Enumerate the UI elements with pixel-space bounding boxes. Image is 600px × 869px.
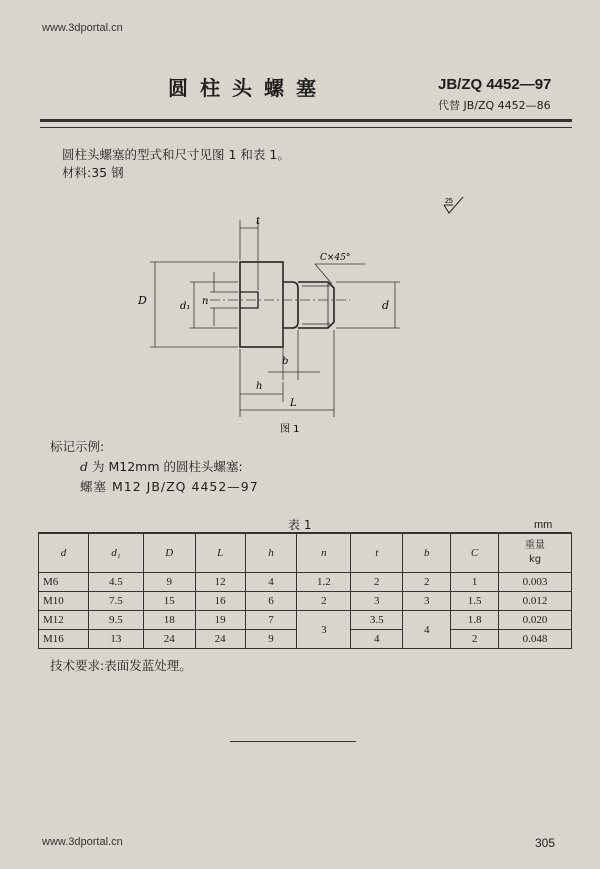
cell: 1: [451, 573, 499, 592]
cell: 9: [143, 573, 195, 592]
cell: 0.020: [499, 611, 572, 630]
table-row: [39, 573, 572, 592]
header-cell: L: [195, 533, 245, 573]
cell: 2: [351, 573, 403, 592]
cell: 4.5: [88, 573, 143, 592]
table-row: [39, 611, 572, 630]
dim-d: [336, 282, 400, 328]
cell: 4: [351, 630, 403, 649]
header-rule: [40, 119, 572, 122]
example-line-1-text: 为 M12mm 的圆柱头螺塞:: [88, 459, 243, 474]
figure-caption: 图 1: [280, 424, 300, 435]
header-cell: h: [245, 533, 297, 573]
example-heading: 标记示例:: [50, 439, 105, 454]
plug-drawing: [130, 212, 420, 437]
table-header-row: [39, 533, 572, 573]
end-rule: [230, 741, 356, 742]
cell: 12: [195, 573, 245, 592]
cell: 13: [88, 630, 143, 649]
cell: 9.5: [88, 611, 143, 630]
label-d1: d₁: [180, 301, 191, 312]
label-h: h: [256, 381, 263, 392]
cell: 16: [195, 592, 245, 611]
label-b: b: [282, 356, 289, 367]
header-cell: t: [351, 533, 403, 573]
standard-number: JB/ZQ 4452—97: [438, 76, 552, 93]
header-cell: D: [143, 533, 195, 573]
document-title: 圆柱头螺塞: [168, 76, 328, 100]
header-cell: d₁: [88, 533, 143, 573]
cell: 6: [245, 592, 297, 611]
cell: 4: [245, 573, 297, 592]
cell: M6: [39, 573, 89, 592]
cell: 19: [195, 611, 245, 630]
dim-b: [268, 330, 320, 380]
cell: M10: [39, 592, 89, 611]
label-L: L: [290, 398, 297, 409]
label-D: D: [138, 294, 147, 307]
cell-merged: 4: [403, 611, 451, 649]
cell: 0.048: [499, 630, 572, 649]
dim-L: [240, 330, 334, 417]
header-cell: n: [297, 533, 351, 573]
header-rule-thin: [40, 127, 572, 128]
example-line-1: [80, 457, 243, 475]
cell: 15: [143, 592, 195, 611]
header-cell: b: [403, 533, 451, 573]
page-number: 305: [535, 836, 556, 850]
intro-text: [62, 146, 290, 182]
cell: 7.5: [88, 592, 143, 611]
intro-line-1: 圆柱头螺塞的型式和尺寸见图 1 和表 1。: [62, 147, 290, 162]
cell: 9: [245, 630, 297, 649]
cell: 18: [143, 611, 195, 630]
cell: 1.8: [451, 611, 499, 630]
header-cell: C: [451, 533, 499, 573]
example-var: d: [80, 459, 89, 474]
label-chamfer: C×45°: [320, 253, 351, 263]
header-cell: d: [39, 533, 89, 573]
table-unit: mm: [534, 519, 553, 531]
intro-line-2: 材料:35 钢: [62, 165, 124, 180]
cell: M12: [39, 611, 89, 630]
technical-requirements: 技术要求:表面发蓝处理。: [50, 658, 192, 673]
roughness-value: 25: [445, 198, 453, 205]
chamfer-leader: [315, 264, 365, 284]
cell: 2: [403, 573, 451, 592]
cell: 3: [351, 592, 403, 611]
site-url-bottom[interactable]: www.3dportal.cn: [42, 836, 123, 848]
site-url-top[interactable]: www.3dportal.cn: [42, 22, 123, 34]
table-title: 表 1: [288, 518, 312, 532]
table-row: [39, 592, 572, 611]
cell: 24: [143, 630, 195, 649]
cell: 24: [195, 630, 245, 649]
cell: 0.003: [499, 573, 572, 592]
weight-label: 重量: [525, 540, 546, 551]
cell: M16: [39, 630, 89, 649]
cell: 3: [403, 592, 451, 611]
cell: 0.012: [499, 592, 572, 611]
example-line-2: 螺塞 M12 JB/ZQ 4452—97: [80, 479, 259, 494]
dimension-table: [38, 532, 572, 649]
plug-outline: [240, 262, 334, 347]
cell: 2: [451, 630, 499, 649]
cell: 7: [245, 611, 297, 630]
weight-unit: kg: [528, 554, 542, 565]
roughness-symbol: [441, 196, 465, 216]
header-cell-weight: [499, 533, 572, 573]
label-n: n: [202, 296, 209, 307]
dim-n: [210, 272, 238, 326]
cell: 3.5: [351, 611, 403, 630]
replaces-standard: 代替 JB/ZQ 4452—86: [438, 99, 551, 112]
label-t: t: [256, 216, 261, 227]
cell: 1.2: [297, 573, 351, 592]
cell: 1.5: [451, 592, 499, 611]
cell: 2: [297, 592, 351, 611]
dim-t: [240, 220, 258, 290]
cell-merged: 3: [297, 611, 351, 649]
label-d: d: [382, 299, 390, 312]
